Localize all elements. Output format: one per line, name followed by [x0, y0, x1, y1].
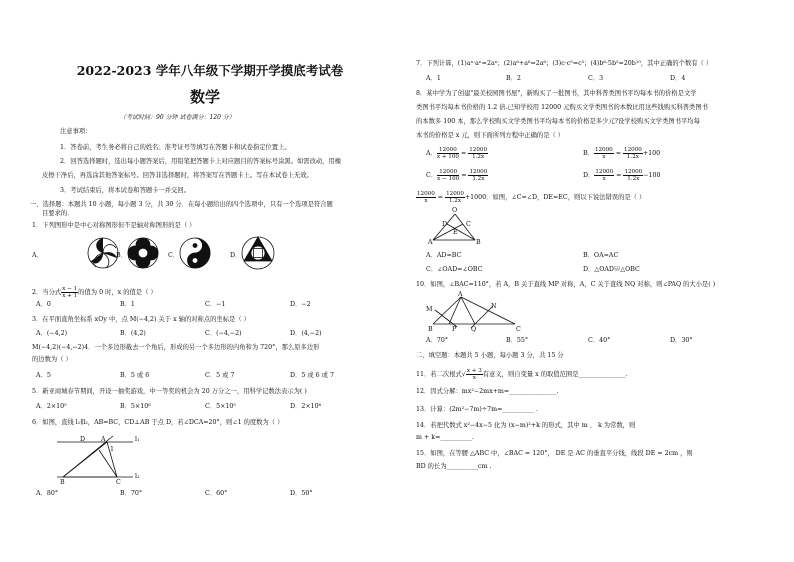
q6-figure	[55, 432, 145, 486]
q8-opt-d-den2: 1.2x	[627, 176, 640, 182]
q6-label-l1: l₁	[135, 436, 140, 443]
exam-meta: （考试时间：90 分钟 试卷满分：120 分）	[120, 114, 235, 121]
q8-opt-d-num1: 12000	[595, 169, 614, 175]
q8-opt-a-frac2	[468, 147, 488, 160]
q9-opt-d: D．△OAD≌△OBC	[583, 266, 640, 273]
q10-label-m: M	[426, 306, 433, 313]
q8-opt-c-den1: x − 100	[437, 176, 460, 182]
q8-opt-d-frac2	[623, 169, 643, 182]
q9-frac2	[445, 191, 465, 204]
q13-stem: 13．计算：(2m²−7m)÷7m=__________ .	[416, 406, 538, 413]
q7-stem: 7．下列计算，(1)aⁿ·aⁿ=2aⁿ；(2)a⁶+a⁶=2a⁶；(3)c·c⁵=c⁵；(4)b⁶·5b⁵=20b¹⁰，其中正确的个数有（ ）	[416, 60, 713, 67]
q8-opt-d-num2: 12000	[624, 169, 643, 175]
q8-opt-b-frac1	[594, 147, 614, 160]
q8-stem-4: 本书的价格是 x 元，则下面所列方程中正确的是（ ）	[416, 132, 565, 139]
section1-heading: 一、选择题：本题共 10 小题，每小题 3 分，共 30 分．在每小题给出的四个选项中，只有一个选项是符合题	[30, 201, 333, 208]
q11-denominator: x	[472, 375, 476, 381]
q9-label-o: O	[452, 207, 458, 214]
q8-opt-c-num2: 12000	[469, 169, 488, 175]
q1-figure-d	[240, 234, 276, 270]
q3-opt-a: A．(−4,2)	[36, 330, 68, 337]
q7-opt-d: D．4	[670, 75, 686, 82]
q8-opt-c: C． $\frac{12000}{x - 100}$ = $\frac{12000}{1.2x}$	[426, 169, 488, 182]
q1-label-a: A．	[32, 252, 43, 259]
q4-opt-d: D．5 或 6 或 7	[290, 372, 334, 379]
q14-stem-cont: m + k=__________.	[416, 434, 474, 441]
exam-subject: 数学	[190, 88, 221, 106]
q5-opt-d: D．2×10⁶	[290, 403, 322, 410]
q8-opt-c-label: C．	[426, 172, 438, 179]
q9-label-e: E	[453, 229, 458, 236]
q9-stem: $\frac{12000}{x}$ = $\frac{12000}{1.2x}$ +1000．如图，∠C=∠D，DE=EC，则以下说法错误的是（ ）	[417, 191, 646, 204]
q2-stem	[32, 286, 157, 299]
q2-opt-d: D．−2	[290, 301, 311, 308]
q8-stem-1: 8．某中学为了创建"最美校园图书屋"，新购买了一批图书，其中科普类图书平均每本书的价格是文学	[416, 90, 697, 97]
q5-opt-a: A．2×10⁵	[36, 403, 67, 410]
q9-opt-c: C．∠OAD=∠OBC	[426, 266, 483, 273]
q3-stem: 3．在平面直角坐标系 xOy 中，点 M(−4,2) 关于 x 轴的对称点的坐标是（ ）	[32, 316, 250, 323]
q1-figure-b	[126, 236, 160, 270]
q8-opt-a-num1: 12000	[437, 147, 459, 154]
q8-opt-b-den1: x	[602, 154, 606, 160]
q9-den1: x	[424, 198, 428, 204]
q11-stem: 11．若二次根式√ $\frac{x + 3}{x}$ 有意义，则自变量 x 的取值范围是_______________.	[416, 368, 628, 381]
q6-label-b: B	[60, 479, 65, 486]
section1-heading-cont: 目要求的．	[42, 210, 74, 217]
note-2b: 皮擦干净后，再选涂其他答案标号。回答非选择题时，将答案写在答题卡上。写在本试卷上无效。	[42, 172, 313, 179]
q11-post: 有意义，则自变量 x 的取值范围是_______________.	[482, 371, 628, 378]
q4-stem-cont: 的边数为（ ）	[32, 356, 72, 363]
q10-stem: 10．如图，∠BAC=110°，若 A，B 关于直线 MP 对称，A，C 关于直线 NQ 对称，则∠PAQ 的大小是( )	[416, 281, 716, 288]
q9-label-d: D	[442, 221, 448, 228]
q8-opt-c-den2: 1.2x	[472, 176, 485, 182]
q10-label-c: C	[516, 326, 521, 333]
q4-stem: M(−4,2)(−4,−2)4．一个多边形截去一个角后，形成的另一个多边形的内角和为 720°，那么原多边形	[32, 344, 320, 351]
q9-num2: 12000	[446, 191, 464, 197]
q8-opt-a-den2: 1.2x	[472, 154, 485, 160]
q10-label-n: N	[491, 303, 497, 310]
q6-opt-c: C．60°	[205, 490, 228, 497]
q9-frac1	[416, 191, 436, 204]
q9-den2: 1.2x	[448, 198, 461, 204]
q6-label-l2: l₂	[135, 473, 140, 480]
q5-opt-b: B．5×10⁶	[120, 403, 151, 410]
q2-numerator: x − 1	[62, 286, 78, 292]
q1-figure-a	[86, 236, 120, 270]
q7-opt-b: B．2	[506, 75, 521, 82]
q6-opt-d: D．50°	[290, 490, 313, 497]
q6-label-d: D	[80, 436, 86, 443]
q9-num1: 12000	[417, 191, 435, 197]
q8-opt-c-frac1	[437, 169, 459, 182]
q3-opt-b: B．(4,2)	[120, 330, 146, 337]
q8-opt-c-num1: 12000	[437, 169, 459, 176]
q1-stem: 1．下列图形中是中心对称图形但不是轴对称图形的是（ ）	[32, 222, 196, 229]
q7-opt-a: A．1	[426, 75, 441, 82]
q8-opt-d-den1: x	[602, 176, 606, 182]
exam-title: 2022-2023 学年八年级下学期开学摸底考试卷	[76, 63, 344, 78]
q15-stem: 15．如图，在等腰 △ABC 中，∠BAC = 120°， DE 是 AC 的垂直平分线，线段 DE = 2cm ，则	[416, 450, 693, 457]
q10-opt-d: D．30°	[670, 337, 693, 344]
q9-opt-a: A．AD=BC	[426, 252, 462, 259]
q4-opt-b: B．5 或 6	[120, 372, 150, 379]
q9-label-c: C	[466, 221, 471, 228]
note-1: 1．答卷前，考生务必将自己的姓名、准考证号等填写在答题卡和试卷指定位置上。	[60, 144, 291, 151]
q12-stem: 12．因式分解：mx²−2mx+m=_______________.	[416, 388, 559, 395]
q10-opt-a: A．70°	[426, 337, 449, 344]
q3-opt-c: C．(−4,−2)	[205, 330, 242, 337]
q11-numerator: x + 3	[466, 368, 482, 374]
q8-opt-a-num2: 12000	[469, 147, 488, 153]
q10-label-b: B	[428, 326, 433, 333]
q6-label-1: 1	[110, 446, 115, 453]
q5-opt-c: C．5×10⁵	[205, 403, 236, 410]
q10-label-p: P	[452, 326, 457, 333]
q6-opt-a: A．80°	[36, 490, 59, 497]
q2-opt-b: B．1	[120, 301, 135, 308]
q8-opt-a-den1: x + 100	[436, 154, 459, 160]
q9-label-b: B	[476, 239, 481, 246]
q11-fraction	[466, 368, 483, 381]
q2-opt-a: A．0	[36, 301, 51, 308]
q2-pre: 2．当分式	[32, 289, 62, 296]
q8-opt-a: A． $\frac{12000}{x + 100}$ = $\frac{12000}{1.2x}$	[426, 147, 488, 160]
q1-label-d: D．	[230, 252, 242, 259]
q5-stem: 5．新亚商城春节期间，开设一抽奖游戏，中一等奖的机会为 20 万分之一，用科学记数法表示为( )	[32, 388, 307, 395]
q10-opt-c: C．40°	[588, 337, 611, 344]
q9-stem-text: +1000．如图，∠C=∠D，DE=EC，则以下说法错误的是（ ）	[464, 194, 646, 201]
q8-opt-b-frac2	[623, 147, 643, 160]
q8-opt-b-num2: 12000	[624, 147, 642, 153]
q10-label-q: Q	[471, 326, 477, 333]
q8-opt-c-frac2	[468, 169, 488, 182]
q6-label-c: C	[116, 479, 121, 486]
q8-opt-d-frac1	[594, 169, 614, 182]
q8-opt-b: B． $\frac{12000}{x}$ = $\frac{12000}{1.2x}$ +100	[583, 147, 661, 160]
q1-label-c: C．	[168, 252, 180, 259]
q10-label-a: A	[458, 291, 463, 298]
q2-opt-c: C．−1	[205, 301, 226, 308]
q2-denominator: x + 1	[62, 293, 78, 299]
q8-stem-2: 类图书平均每本书价格的 1.2 倍.已知学校用 12000 元购买文学类图书的本数比用这些钱购买科普类图书	[416, 104, 708, 111]
q8-opt-b-label: B．	[583, 150, 594, 157]
q11-pre: 11．若二次根式	[416, 371, 462, 378]
q14-stem: 14．若把代数式 x²−4x−5 化为 (x−m)²+k 的形式，其中 m 、 k 为常数，则	[416, 422, 636, 429]
q8-opt-d: D． $\frac{12000}{x}$ = $\frac{12000}{1.2x}$ −100	[583, 169, 661, 182]
q1-label-b: B．	[116, 252, 127, 259]
q8-opt-b-num1: 12000	[594, 147, 613, 153]
q4-opt-c: C．5 或 7	[205, 372, 235, 379]
q8-opt-d-tail: −100	[643, 172, 661, 179]
q7-opt-c: C．3	[588, 75, 604, 82]
notes-heading: 注意事项：	[60, 128, 92, 135]
note-2a: 2．回答选择题时，选出每小题答案后，用铅笔把答题卡上对应题目的答案标号涂黑。如需改动，用橡	[60, 158, 342, 165]
q2-post: 的值为 0 时，x 的值是（ ）	[78, 289, 157, 296]
q6-opt-b: B．70°	[120, 490, 143, 497]
note-3: 3．考试结束后，将本试卷和答题卡一并交回。	[60, 187, 190, 194]
q8-opt-a-label: A．	[426, 150, 437, 157]
q3-opt-d: D．(4,−2)	[290, 330, 322, 337]
q2-fraction	[61, 286, 78, 299]
q6-stem: 6．如图，直线 l₁∥l₂，AB=BC，CD⊥AB 于点 D，若∠DCA=20°，则∠1 的度数为（ ）	[32, 419, 284, 426]
q8-opt-d-label: D．	[583, 172, 595, 179]
q8-stem-3: 的本数多 100 本，那么学校购买文学类图书平均每本书的价格是多少元?设学校购买文学类图书平均每	[416, 118, 700, 125]
q8-opt-b-tail: +100	[642, 150, 661, 157]
q9-label-a: A	[428, 239, 433, 246]
q6-label-a: A	[101, 436, 106, 443]
section2-heading: 二、填空题：本题共 5 小题，每小题 3 分，共 15 分	[416, 352, 564, 359]
q15-stem-cont: BD 的长为__________cm .	[416, 463, 492, 470]
q8-opt-a-frac1	[437, 147, 459, 160]
q8-opt-b-den2: 1.2x	[626, 154, 639, 160]
q4-opt-a: A．5	[36, 372, 51, 379]
q1-figure-c	[178, 236, 212, 270]
q10-opt-b: B．55°	[506, 337, 529, 344]
q9-opt-b: B．OA=AC	[583, 252, 619, 259]
